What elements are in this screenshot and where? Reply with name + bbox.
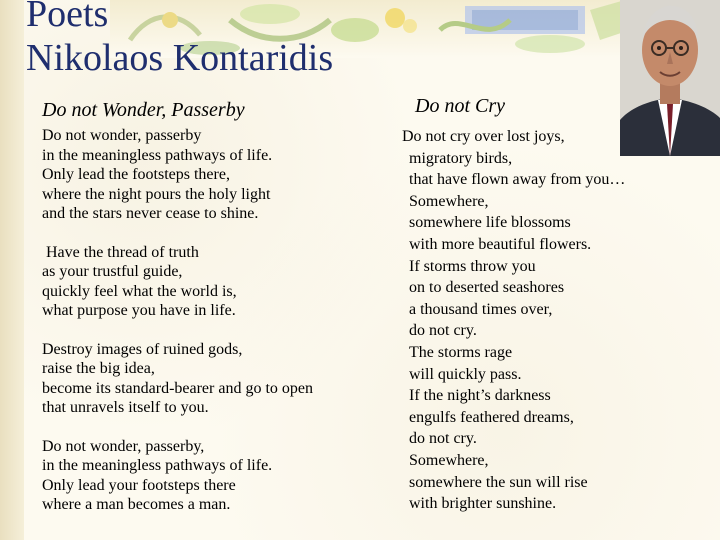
right-poem-heading: Do not Cry — [415, 95, 505, 117]
right-poem-line: If storms throw you — [409, 257, 536, 275]
left-poem-stanza-4: Do not wonder, passerby, in the meaningless pathways of life. Only lead your footsteps there where a man becomes a man. — [42, 437, 273, 513]
right-poem-line: somewhere the sun will rise — [409, 473, 588, 491]
left-poem-stanza-1: Do not wonder, passerby in the meaningless pathways of life. Only lead the footsteps there, where the night pours the holy light and the stars never cease to shine. — [42, 127, 273, 222]
right-poem-line: a thousand times over, — [409, 300, 553, 318]
left-poem-stanza-3: Destroy images of ruined gods, raise the big idea, become its standard-bearer and go to open that unravels itself to you. — [42, 340, 314, 416]
right-poem-body — [402, 126, 702, 515]
title-line-2: Nikolaos Kontaridis — [26, 37, 334, 79]
right-poem-line: do not cry. — [409, 430, 477, 448]
title-line-1: Poets — [26, 0, 109, 35]
right-poem-line: on to deserted seashores — [409, 279, 565, 297]
right-poem-line: do not cry. — [409, 322, 477, 340]
left-poem-stanza-2: Have the thread of truth as your trustful guide, quickly feel what the world is, what purpose you have in life. — [42, 243, 237, 319]
right-poem-line: Somewhere, — [409, 192, 489, 210]
right-poem-line: with brighter sunshine. — [409, 495, 557, 513]
right-poem-line: Do not cry over lost joys, — [402, 128, 565, 145]
right-poem-line: that have flown away from you… — [409, 171, 626, 189]
right-poem-line: migratory birds, — [409, 149, 513, 167]
right-poem-line: The storms rage — [409, 343, 513, 361]
right-poem-line: engulfs feathered dreams, — [409, 408, 574, 426]
right-poem-line: with more beautiful flowers. — [409, 235, 592, 253]
right-poem-line: somewhere life blossoms — [409, 214, 571, 232]
left-poem-body — [42, 126, 392, 515]
right-poem-line: will quickly pass. — [409, 365, 522, 383]
left-poem-heading: Do not Wonder, Passerby — [42, 99, 245, 121]
page-title — [26, 0, 406, 80]
left-decorative-strip — [0, 0, 24, 540]
right-poem-line: Somewhere, — [409, 451, 489, 469]
right-poem-line: If the night’s darkness — [409, 387, 551, 405]
